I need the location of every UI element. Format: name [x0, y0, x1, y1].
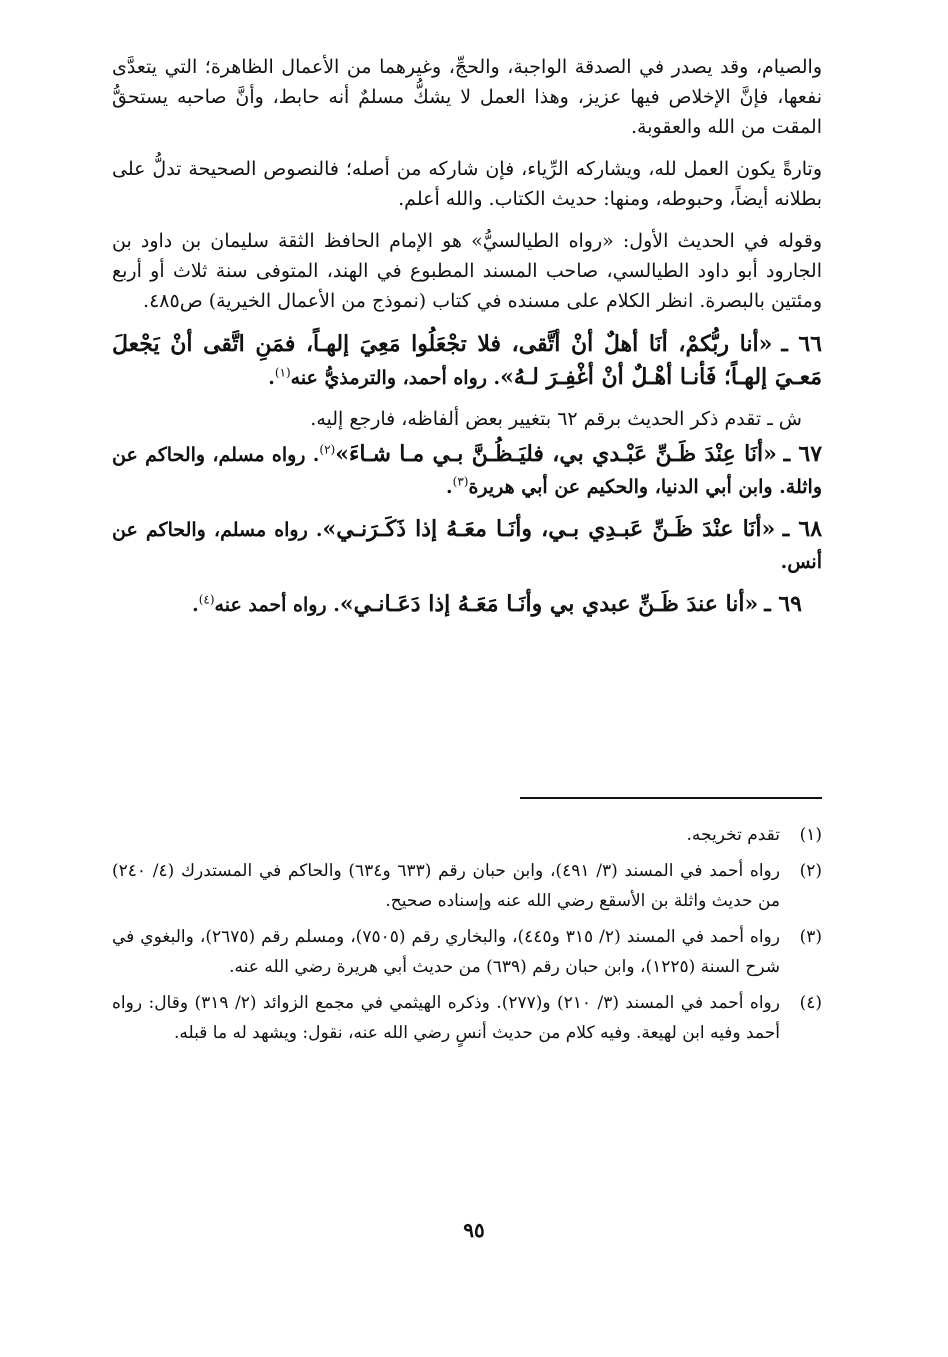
hadith-66-end: .: [268, 367, 275, 389]
main-text: [112, 52, 822, 631]
hadith-68: [112, 513, 822, 578]
footnote-separator: [520, 797, 822, 799]
footnote-3-number: (٣): [799, 927, 822, 947]
footnote-1-text: تقدم تخريجه.: [686, 825, 780, 845]
footnote-1: [112, 820, 822, 850]
paragraph-tayalisi: وقوله في الحديث الأول: «رواه الطيالسيُّ» هو الإمام الحافظ الثقة سليمان بن داود بن الجارود أبو داود الطيالسي، صاحب المسند المطبوع في الهند، المتوفى سنة ثلاث أو أربع ومئتين بالبصرة. انظر الكلام على مسنده في كتاب (نموذج من الأعمال الخيرية) ص٤٨٥.: [112, 230, 822, 312]
hadith-69-text: «أنا عندَ ظَـنِّ عبدي بي وأنَـا مَعَـهُ إذا دَعَـانـي»: [339, 591, 759, 617]
hadith-68-source: . رواه مسلم، والحاكم عن أنس.: [112, 519, 822, 573]
footnote-3: [112, 922, 822, 982]
footnote-2-number: (٢): [799, 861, 822, 881]
hadith-66-number: ٦٦ ـ: [781, 331, 822, 357]
hadith-66: [112, 328, 822, 394]
hadith-67-source: . رواه مسلم، والحاكم عن واثلة. وابن أبي الدنيا، والحكيم عن أبي هريرة: [112, 444, 822, 498]
hadith-68-number: ٦٨ ـ: [782, 516, 823, 542]
footnote-3-text: رواه أحمد في المسند (٢/ ٣١٥ و٤٤٥)، والبخاري رقم (٧٥٠٥)، ومسلم رقم (٢٦٧٥)، والبغوي في شرح السنة (١٢٢٥)، وابن حبان رقم (٦٣٩) من حديث أبي هريرة رضي الله عنه.: [112, 927, 780, 977]
hadith-66-source: . رواه أحمد، والترمذيُّ عنه: [290, 367, 501, 389]
hadith-69: [112, 588, 822, 621]
hadith-67-number: ٦٧ ـ: [783, 441, 823, 467]
hadith-67: [112, 438, 822, 503]
footnote-4-text: رواه أحمد في المسند (٣/ ٢١٠) و(٢٧٧). وذكره الهيثمي في مجمع الزوائد (٢/ ٣١٩) وقال: رواه أحمد وفيه ابن لهيعة. وفيه كلام من حديث أنسٍ رضي الله عنه، نقول: ويشهد له ما قبله.: [112, 993, 780, 1043]
page-number: ٩٥: [463, 1218, 485, 1242]
paragraph-riya-shared: وتارةً يكون العمل لله، ويشاركه الرِّياء، فإن شاركه من أصله؛ فالنصوص الصحيحة تدلُّ على بطلانه أيضاً، وحبوطه، ومنها: حديث الكتاب. والله أعلم.: [112, 158, 822, 210]
footnote-ref-1: (١): [274, 365, 291, 380]
footnote-ref-4: (٤): [198, 592, 215, 607]
hadith-67-end: .: [446, 476, 453, 498]
footnotes: [112, 820, 822, 1054]
hadith-68-text: «أنَا عنْدَ ظَـنِّ عَبـدِي بـي، وأنَـا معَـهُ إذا ذَكَـرَنـي»: [322, 516, 776, 542]
footnote-ref-3: (٣): [452, 474, 469, 489]
hadith-69-end: .: [192, 594, 199, 616]
footnote-2: [112, 856, 822, 916]
hadith-commentary: ش ـ تقدم ذكر الحديث برقم ٦٢ بتغيير بعض ألفاظه، فارجع إليه.: [310, 408, 802, 430]
footnote-ref-2: (٢): [319, 442, 336, 457]
footnote-2-text: رواه أحمد في المسند (٣/ ٤٩١)، وابن حبان رقم (٦٣٣ و٦٣٤) والحاكم في المستدرك (٤/ ٢٤٠) من حديث واثلة بن الأسقع رضي الله عنه وإسناده صحيح.: [112, 861, 780, 911]
hadith-67-text: «أنَا عِنْدَ ظَـنِّ عَبْـدي بي، فليَـظُـنَّ بـي مـا شـاءَ»: [335, 441, 777, 467]
hadith-69-number: ٦٩ ـ: [764, 591, 802, 617]
hadith-69-source: . رواه أحمد عنه: [214, 594, 340, 616]
footnote-4: [112, 988, 822, 1048]
paragraph-riya-public-deeds: والصيام، وقد يصدر في الصدقة الواجبة، والحجِّ، وغيرهما من الأعمال الظاهرة؛ التي يتعدَّى نفعها، فإنَّ الإخلاص فيها عزيز، وهذا العمل لا يشكُّ مسلمٌ أنه حابط، وأنَّ صاحبه يستحقُّ المقت من الله والعقوبة.: [112, 56, 822, 138]
footnote-1-number: (١): [799, 825, 822, 845]
footnote-4-number: (٤): [799, 993, 822, 1013]
hadith-66-text: «أنا ربُّكمْ، أنَا أهلٌ أنْ أتَّقى، فلا تجْعَلُوا مَعِيَ إلهـاً، فمَنِ اتَّقى أنْ يَجْعلَ مَعـيَ إلهـاً؛ فَأنـا أهْـلٌ أنْ أغْفِـرَ لـهُ»: [112, 331, 822, 390]
